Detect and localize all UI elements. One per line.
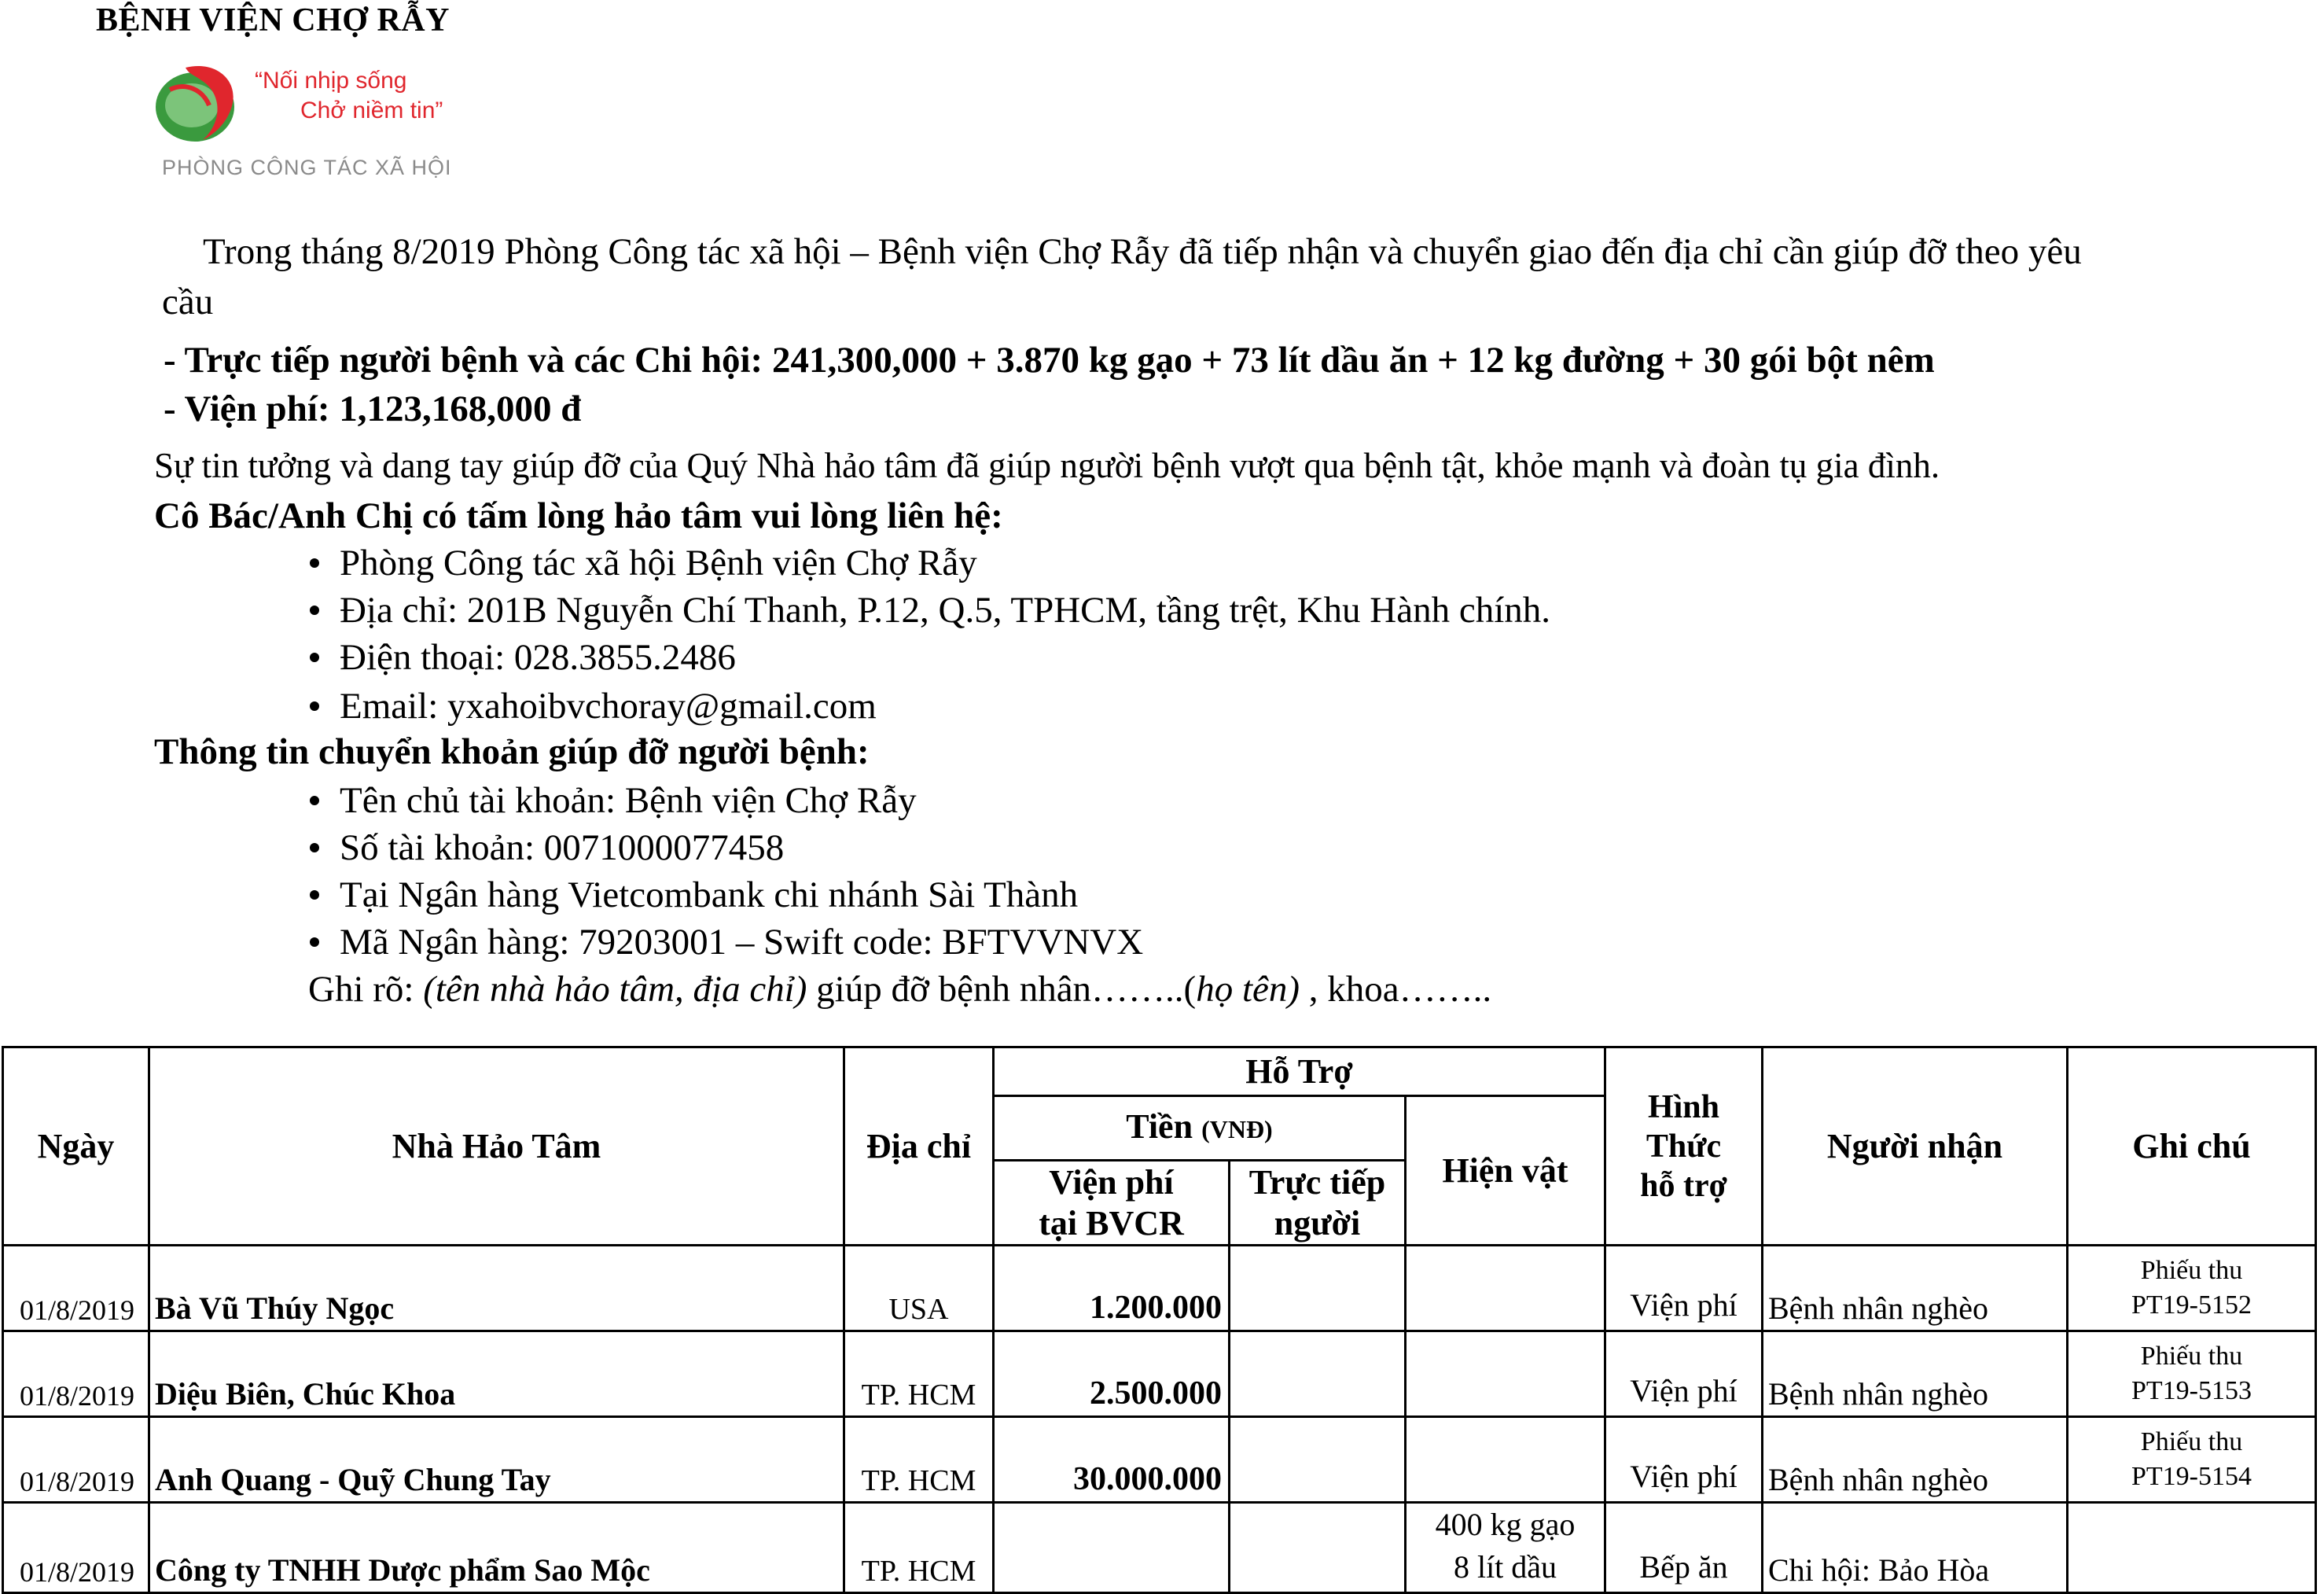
table-row (3, 1503, 2316, 1593)
contact-item[interactable]: Email: yxahoibvchoray@gmail.com (310, 683, 877, 730)
bullet-icon (310, 890, 319, 900)
transfer-item: Tên chủ tài khoản: Bệnh viện Chợ Rẫy (310, 777, 917, 824)
transfer-item: Mã Ngân hàng: 79203001 – Swift code: BFTVVNVX (310, 918, 1143, 966)
cell-date: 01/8/2019 (3, 1503, 149, 1593)
transfer-item: Số tài khoản: 0071000077458 (310, 824, 784, 871)
cell-note: Phiếu thu PT19-5154 (2068, 1417, 2316, 1503)
summary-fee: - Viện phí: 1,123,168,000 đ (164, 388, 582, 429)
header-form: Hình Thức hỗ trợ (1605, 1047, 1763, 1246)
cell-recipient: Bệnh nhân nghèo (1763, 1246, 2068, 1331)
cell-date: 01/8/2019 (3, 1246, 149, 1331)
transfer-heading: Thông tin chuyển khoản giúp đỡ người bệnh: (154, 731, 870, 772)
logo-department: PHÒNG CÔNG TÁC XÃ HỘI (162, 156, 452, 179)
header-fee: Viện phí tại BVCR (994, 1161, 1230, 1246)
transfer-note: Ghi rõ: (tên nhà hảo tâm, địa chỉ) giúp đỡ bệnh nhân……..(họ tên) , khoa…….. (308, 969, 1492, 1010)
cell-direct (1230, 1246, 1406, 1331)
cell-fee: 30.000.000 (994, 1417, 1230, 1503)
cell-form: Viện phí (1605, 1417, 1763, 1503)
cell-direct (1230, 1417, 1406, 1503)
cell-date: 01/8/2019 (3, 1331, 149, 1417)
cell-donor: Bà Vũ Thúy Ngọc (149, 1246, 844, 1331)
cell-form: Viện phí (1605, 1331, 1763, 1417)
cell-address: TP. HCM (844, 1503, 994, 1593)
cell-donor: Diệu Biên, Chúc Khoa (149, 1331, 844, 1417)
cell-direct (1230, 1331, 1406, 1417)
bullet-icon (310, 937, 319, 947)
cell-address: USA (844, 1246, 994, 1331)
header-address: Địa chỉ (844, 1047, 994, 1246)
header-recipient: Người nhận (1763, 1047, 2068, 1246)
bullet-icon (310, 701, 319, 711)
cell-note: Phiếu thu PT19-5153 (2068, 1331, 2316, 1417)
logo (154, 58, 500, 192)
header-date: Ngày (3, 1047, 149, 1246)
header-direct: Trực tiếp người (1230, 1161, 1406, 1246)
intro-line2: cầu (162, 282, 214, 322)
bullet-icon (310, 606, 319, 615)
donation-table (2, 1046, 2317, 1594)
cell-recipient: Chi hội: Bảo Hòa (1763, 1503, 2068, 1593)
contact-heading: Cô Bác/Anh Chị có tấm lòng hảo tâm vui lòng liên hệ: (154, 495, 1003, 536)
bullet-icon (310, 653, 319, 662)
thanks-paragraph: Sự tin tưởng và dang tay giúp đỡ của Quý Nhà hảo tâm đã giúp người bệnh vượt qua bệnh tật, khỏe mạnh và đoàn tụ gia đình. (154, 446, 1940, 485)
cell-form: Viện phí (1605, 1246, 1763, 1331)
cell-form: Bếp ăn (1605, 1503, 1763, 1593)
cell-in-kind (1406, 1417, 1605, 1503)
logo-slogan-line2: Chở niềm tin” (300, 98, 443, 123)
table-row (3, 1246, 2316, 1331)
header-note: Ghi chú (2068, 1047, 2316, 1246)
bullet-icon (310, 843, 319, 852)
logo-slogan-line1: “Nối nhịp sống (255, 68, 407, 94)
contact-item: Phòng Công tác xã hội Bệnh viện Chợ Rẫy (310, 539, 977, 587)
cell-direct (1230, 1503, 1406, 1593)
bullet-icon (310, 796, 319, 805)
cell-fee (994, 1503, 1230, 1593)
cell-in-kind: 400 kg gạo 8 lít dầu (1406, 1503, 1605, 1593)
hospital-name: BỆNH VIỆN CHỢ RẪY (96, 2, 450, 39)
cell-donor: Anh Quang - Quỹ Chung Tay (149, 1417, 844, 1503)
cell-recipient: Bệnh nhân nghèo (1763, 1417, 2068, 1503)
cell-recipient: Bệnh nhân nghèo (1763, 1331, 2068, 1417)
header-donor: Nhà Hảo Tâm (149, 1047, 844, 1246)
contact-item: Điện thoại: 028.3855.2486 (310, 634, 736, 681)
table-row (3, 1417, 2316, 1503)
cell-in-kind (1406, 1246, 1605, 1331)
cell-note: Phiếu thu PT19-5152 (2068, 1246, 2316, 1331)
cell-date: 01/8/2019 (3, 1417, 149, 1503)
cell-address: TP. HCM (844, 1417, 994, 1503)
cell-fee: 2.500.000 (994, 1331, 1230, 1417)
cell-donor: Công ty TNHH Dược phẩm Sao Mộc (149, 1503, 844, 1593)
intro-line1: Trong tháng 8/2019 Phòng Công tác xã hội – Bệnh viện Chợ Rẫy đã tiếp nhận và chuyển giao đến địa chỉ cần giúp đỡ theo yêu (203, 231, 2082, 272)
header-in-kind: Hiện vật (1406, 1096, 1605, 1246)
cell-fee: 1.200.000 (994, 1246, 1230, 1331)
contact-item: Địa chỉ: 201B Nguyễn Chí Thanh, P.12, Q.5, TPHCM, tầng trệt, Khu Hành chính. (310, 587, 1550, 634)
cell-address: TP. HCM (844, 1331, 994, 1417)
cell-note (2068, 1503, 2316, 1593)
table-row (3, 1331, 2316, 1417)
bullet-icon (310, 558, 319, 568)
transfer-item: Tại Ngân hàng Vietcombank chi nhánh Sài Thành (310, 871, 1078, 918)
cell-in-kind (1406, 1331, 1605, 1417)
header-money: Tiền (VNĐ) (994, 1096, 1406, 1161)
header-support: Hỗ Trợ (994, 1047, 1605, 1096)
summary-direct: - Trực tiếp người bệnh và các Chi hội: 241,300,000 + 3.870 kg gạo + 73 lít dầu ăn + 12 kg đường + 30 gói bột nêm (164, 340, 1935, 381)
